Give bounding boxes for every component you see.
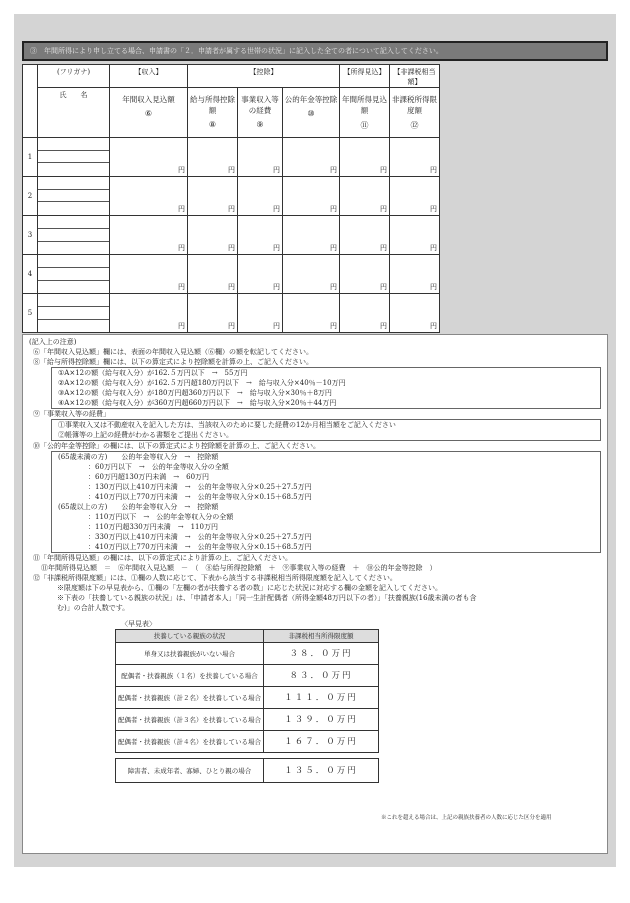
note-11-formula: ⑪年間所得見込額 ＝ ⑥年間収入見込額 － （ ⑧給与所得控除額 ＋ ⑨事業収入等の経費 ＋ ⑩公的年金等控除 ） [41,564,437,572]
amount-field[interactable]: 円 [188,255,238,294]
instructions-panel [22,334,608,854]
note-10: ⑩「公的年金等控除」の欄には、以下の算定式により控除額を計算の上、ご記入ください。 [33,442,320,450]
col-header: 非課税所得限度額 ⑫ [390,88,440,138]
row-number: 2 [23,177,38,216]
amount-field[interactable]: 円 [390,177,440,216]
amount-field[interactable]: 円 [390,255,440,294]
amount-field[interactable]: 円 [238,255,283,294]
quick-title: 〈早見表〉 [121,620,156,628]
amount-field[interactable]: 円 [110,294,188,333]
quick-reference [29,619,601,821]
quick-row: 配偶者・扶養親族（計４名）を扶養している場合 １６７．０万円 [116,731,379,753]
amount-field[interactable]: 円 [238,294,283,333]
amount-field[interactable]: 円 [340,138,390,177]
amount-field[interactable]: 円 [340,294,390,333]
section-banner: ③ 年間所得により申し立てる場合、申請書の「２．申請者が属する世帯の状況」に記入した全ての者について記入してください。 [22,41,608,61]
amount-field[interactable]: 円 [283,294,340,333]
quick-row: 配偶者・扶養親族（１名）を扶養している場合 ８３．０万円 [116,665,379,687]
amount-field[interactable]: 円 [390,216,440,255]
quick-header-row: 扶養している親族の状況 非課税相当所得限度額 [116,630,379,643]
table-row [23,177,440,216]
col-header: 年間所得見込額 ⑪ [340,88,390,138]
note-12-box: ※限度額は下の早見表から、①欄の「左欄の者が扶養する者の数」に応じた状況に対応する欄の金額を記入してください。 ※下表の「扶養している親族の状況」は、「申請者本人」「同一生計配偶者（所得金額48万円以下の者）」「扶養親族(16歳未満の者も含 む)」の合計人数です。 [57,584,477,612]
amount-field[interactable]: 円 [238,138,283,177]
note-8: ⑧「給与所得控除額」欄には、以下の算定式により控除額を計算の上、ご記入ください。 [33,358,313,366]
table-row [23,216,440,255]
row-number: 4 [23,255,38,294]
quick-special-row: 障害者、未成年者、寡婦、ひとり親の場合 １３５．０万円 [116,759,379,783]
income-table [22,64,440,333]
row-number: 3 [23,216,38,255]
row-number: 1 [23,138,38,177]
group-income-est: 【所得見込】 [340,65,390,88]
notes-title: (記入上の注意) [29,338,77,346]
name-header: 氏 名 [38,88,110,138]
amount-field[interactable]: 円 [340,255,390,294]
amount-field[interactable]: 円 [110,216,188,255]
name-field[interactable] [38,216,110,255]
group-deduction: 【控除】 [188,65,340,88]
group-income: 【収入】 [110,65,188,88]
amount-field[interactable]: 円 [390,138,440,177]
name-field[interactable] [38,294,110,333]
note-6: ⑥「年間収入見込額」欄には、表面の年間収入見込額（⑥欄）の額を転記してください。 [33,348,313,356]
table-row [23,138,440,177]
amount-field[interactable]: 円 [110,255,188,294]
quick-table [115,629,379,783]
amount-field[interactable]: 円 [238,177,283,216]
amount-field[interactable]: 円 [110,177,188,216]
quick-row: 配偶者・扶養親族（計３名）を扶養している場合 １３９．０万円 [116,709,379,731]
amount-field[interactable]: 円 [188,177,238,216]
note-12: ⑫「非課税所得限度額」には、①欄の人数に応じて、下表から該当する非課税相当所得限度額を記入してください。 [33,574,397,582]
note-8-box: ①A×12の額（給与収入分）が162.５万円以下 → 55万円 ②A×12の額（給与収入分）が162.５万円超180万円以下 → 給与収入分×40％－10万円 ③A×12の額（給与収入分）が180万円超360万円以下 → 給与収入分×30％＋8万円 ④A×12の額（給与収入分）が360万円超660万円以下 → 給与収入分×20％＋44万円 [51,367,601,409]
amount-field[interactable]: 円 [283,216,340,255]
note-9-box: ①事業収入又は不動産収入を記入した方は、当該収入のために要した経費の12か月相当額をご記入ください ②帳簿等の上記の経費がわかる書類をご提出ください。 [51,419,601,441]
note-9: ⑨「事業収入等の経費」 [33,410,110,418]
amount-field[interactable]: 円 [188,216,238,255]
form-page [14,14,616,867]
name-field[interactable] [38,255,110,294]
amount-field[interactable]: 円 [188,138,238,177]
name-field[interactable] [38,138,110,177]
amount-field[interactable]: 円 [283,138,340,177]
amount-field[interactable]: 円 [188,294,238,333]
amount-field[interactable]: 円 [340,177,390,216]
quick-row: 配偶者・扶養親族（計２名）を扶養している場合 １１１．０万円 [116,687,379,709]
amount-field[interactable]: 円 [283,177,340,216]
col-header: 事業収入等の経費 ⑨ [238,88,283,138]
amount-field[interactable]: 円 [110,138,188,177]
furigana-label: (フリガナ) [38,65,110,88]
amount-field[interactable]: 円 [283,255,340,294]
quick-side-note: ※これを超える場合は、上記の親族扶養者の人数に応じた区分を適用 [381,815,552,821]
col-header: 給与所得控除額 ⑧ [188,88,238,138]
note-10-box: (65歳未満の方) 公的年金等収入分 → 控除額 ：60万円以下 → 公的年金等収入分の全額 ：60万円超130万円未満 → 60万円 ：130万円以上410万円未満 → 公的年金等収入分×0.25＋27.5万円 ：410万円以上770万円未満 → 公的年金等収入分×0.15＋68.5万円 (65歳以上の方) 公的年金等収入分 → 控除額 ：110万円以下 → 公的年金等収入分の全額 ：110万円超330万円未満 → 110万円 ：330万円以上410万円未満 → 公的年金等収入分×0.25＋27.5万円 ：410万円以上770万円未満 → 公的年金等収入分×0.15＋68.5万円 [51,451,601,553]
name-field[interactable] [38,177,110,216]
note-11: ⑪「年間所得見込額」の欄には、以下の算定式により計算の上、ご記入ください。 [33,554,292,562]
amount-field[interactable]: 円 [390,294,440,333]
amount-field[interactable]: 円 [238,216,283,255]
quick-row: 単身又は扶養親族がいない場合 ３８．０万円 [116,643,379,665]
group-nontax: 【非課税相当額】 [390,65,440,88]
col-header: 公的年金等控除 ⑩ [283,88,340,138]
amount-field[interactable]: 円 [340,216,390,255]
table-row [23,255,440,294]
row-number: 5 [23,294,38,333]
table-row [23,294,440,333]
col-header: 年間収入見込額 ⑥ [110,88,188,138]
